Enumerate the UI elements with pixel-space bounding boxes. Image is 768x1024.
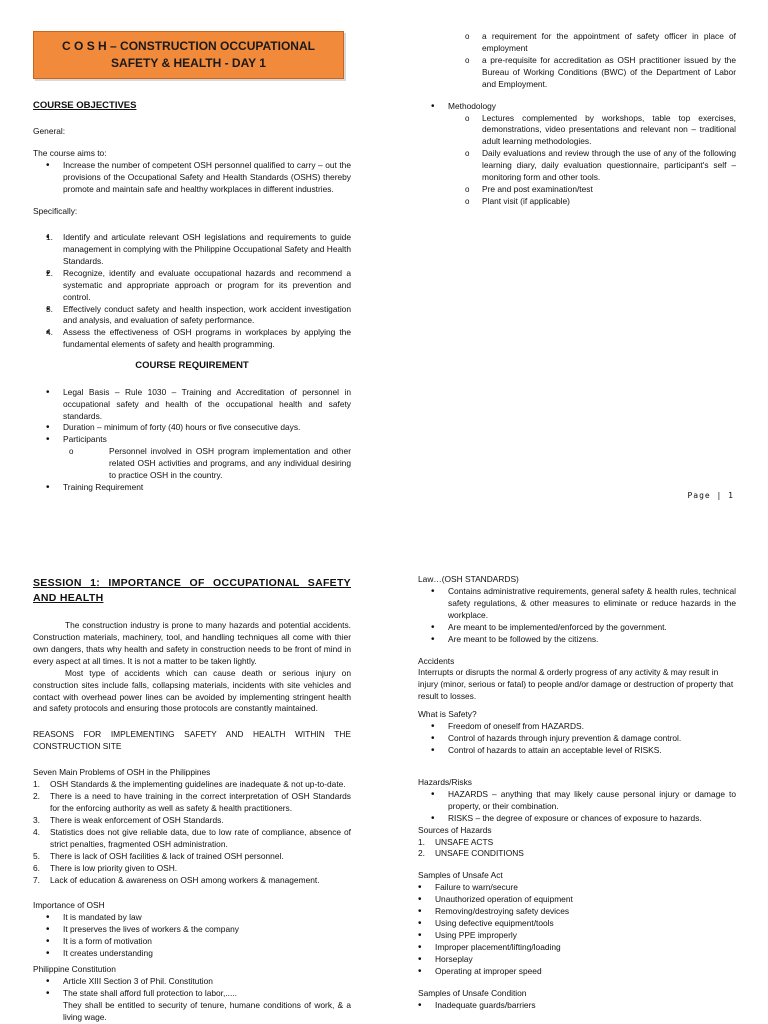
methodology-list <box>418 101 736 208</box>
sources-heading: Sources of Hazards <box>418 824 492 835</box>
unsafe-act-list <box>418 882 736 977</box>
methodology-item: o Pre and post examination/test <box>482 184 736 196</box>
law-item: • Contains administrative requirements, general safety & health rules, technical safety regulations, & other measures to eliminate or reduce hazards in the workplace. <box>448 586 736 622</box>
constitution-extra: They shall be entitled to security of tenure, humane conditions of work, & a living wage. <box>63 999 351 1022</box>
course-title-banner <box>33 31 344 79</box>
seven-problems-list <box>33 779 351 886</box>
document-page-2 <box>0 560 768 1024</box>
intro-paragraph-1: The construction industry is prone to many hazards and potential accidents. Construction materials, machinery, tool, and handling techniques all come with thier own dangers, thats why health and safety in construction needs to be front of mind in every aspect at all times. It is not a matter to be taken lightly. <box>33 620 351 666</box>
importance-item: • It preserves the lives of workers & the company <box>63 924 351 936</box>
importance-item: • It is mandated by law <box>63 912 351 924</box>
safety-item: • Control of hazards through injury prevention & damage control. <box>448 733 736 745</box>
constitution-item: • Article XIII Section 3 of Phil. Constitution <box>63 976 351 988</box>
problem-item: 6. There is low priority given to OSH. <box>33 862 178 873</box>
title-line-1: C O S H – CONSTRUCTION OCCUPATIONAL <box>62 39 315 53</box>
req-training: • Training Requirement <box>63 482 351 494</box>
source-item: 1. UNSAFE ACTS <box>418 836 494 847</box>
problem-item: 1. OSH Standards & the implementing guidelines are inadequate & not up-to-date. <box>33 779 346 790</box>
importance-item: • It is a form of motivation <box>63 936 351 948</box>
unsafe-act-item: • Horseplay <box>435 954 736 966</box>
methodology-item: o Daily evaluations and review through the use of any of the following learning diary, daily evaluation questionnaire, participant's self – monitoring form and other tools. <box>482 148 736 184</box>
page2-right-column <box>418 574 736 1012</box>
hazards-heading: Hazards/Risks <box>418 776 472 787</box>
law-item: • Are meant to be followed by the citizens. <box>448 634 736 646</box>
methodology-item: o Lectures complemented by workshops, table top exercises, demonstrations, video presentations and relevant non – traditional adult learning methodologies. <box>482 113 736 149</box>
intro-paragraph-2: Most type of accidents which can cause death or serious injury on construction sites include falls, collapsing materials, incidents with site vehicles and contact with overhead power lines can be avoided by implementing stringent health and safety protocols and ensuring those protocols are constantly maintained. <box>33 667 351 714</box>
page2-left-column <box>33 576 351 1024</box>
methodology-sublist <box>448 113 736 208</box>
general-bullet: • Increase the number of competent OSH personnel qualified to carry – out the provisions of the Occupational Safety and Health Standards (OSHS) thereby promote and maintain safe and healthy workplaces in different industries. <box>63 160 351 196</box>
methodology-item: o Plant visit (if applicable) <box>482 196 736 208</box>
importance-heading: Importance of OSH <box>33 900 105 911</box>
constitution-item: • The state shall afford full protection to labor,..... <box>63 988 351 1000</box>
participants-sub-item: o Personnel involved in OSH program implementation and other related OSH activities and programs, and any individual desiring to practice OSH in the country. <box>86 446 351 482</box>
specific-item: • 4. Assess the effectiveness of OSH programs in workplaces by applying the fundamental elements of safety and health programming. <box>63 327 351 351</box>
general-intro: The course aims to: <box>33 148 107 159</box>
unsafe-act-item: • Operating at improper speed <box>435 966 736 978</box>
unsafe-act-item: • Using PPE improperly <box>435 930 736 942</box>
specific-item: • 3. Effectively conduct safety and health inspection, work accident investigation and analysis, and evaluation of safety performance. <box>63 304 351 328</box>
objectives-heading: COURSE OBJECTIVES <box>33 100 137 111</box>
unsafe-act-item: • Removing/destroying safety devices <box>435 906 736 918</box>
accidents-text: Interrupts or disrupts the normal & orderly progress of any activity & may result in injury (minor, serious or fatal) to people and/or damage or destruction of property that result to losses. <box>418 667 734 702</box>
requirement-list <box>33 387 351 494</box>
title-line-2: SAFETY & HEALTH - DAY 1 <box>111 56 266 70</box>
source-item: 2. UNSAFE CONDITIONS <box>418 848 524 859</box>
safety-item: • Freedom of oneself from HAZARDS. <box>448 721 736 733</box>
unsafe-act-item: • Improper placement/lifting/loading <box>435 942 736 954</box>
reasons-heading: REASONS FOR IMPLEMENTING SAFETY AND HEALTH WITHIN THE CONSTRUCTION SITE <box>33 729 351 752</box>
training-requirement-sublist <box>418 31 736 91</box>
hazards-item: • HAZARDS – anything that may likely cause personal injury or damage to property, or their combination. <box>448 789 736 813</box>
req-participants: • Participants o Personnel involved in OSH program implementation and other related OSH activities and programs, and any individual desiring to practice OSH in the country. <box>63 434 351 482</box>
problem-item: 4. Statistics does not give reliable data, due to low rate of compliance, absence of strict penalties, fragmented OSH administration. <box>33 826 351 849</box>
hazards-list <box>418 789 736 825</box>
problem-item: 5. There is lack of OSH facilities & lack of trained OSH personnel. <box>33 850 284 861</box>
specific-objectives-list <box>33 232 351 351</box>
unsafe-act-item: • Unauthorized operation of equipment <box>435 894 736 906</box>
general-label: General: <box>33 126 66 137</box>
constitution-heading: Philippine Constitution <box>33 964 116 975</box>
unsafe-act-heading: Samples of Unsafe Act <box>418 870 503 881</box>
general-list <box>33 160 351 196</box>
unsafe-condition-item: • Inadequate guards/barriers <box>435 1000 736 1012</box>
training-sub-item: o a requirement for the appointment of safety officer in place of employment <box>482 31 736 55</box>
sources-list <box>418 837 736 861</box>
participants-sublist <box>63 446 351 482</box>
seven-problems-heading: Seven Main Problems of OSH in the Philippines <box>33 767 211 778</box>
session-title: SESSION 1: IMPORTANCE OF OCCUPATIONAL SAFETY AND HEALTH <box>33 577 351 604</box>
unsafe-condition-list <box>418 1000 736 1012</box>
constitution-list <box>33 976 351 1000</box>
hazards-item: • RISKS – the degree of exposure or chances of exposure to hazards. <box>448 813 736 825</box>
requirement-heading: COURSE REQUIREMENT <box>135 360 249 372</box>
req-legal: • Legal Basis – Rule 1030 – Training and Accreditation of personnel in occupational safety and health of the occupational health and safety standards. <box>63 387 351 423</box>
problem-item: 3. There is weak enforcement of OSH Standards. <box>33 814 224 825</box>
req-duration: • Duration – minimum of forty (40) hours or five consecutive days. <box>63 422 351 434</box>
specific-item: • 1. Identify and articulate relevant OSH legislations and requirements to guide management in complying with the Philippine Occupational Safety and Health Standards. <box>63 232 351 268</box>
unsafe-act-item: • Failure to warn/secure <box>435 882 736 894</box>
page-number-footer: Page | 1 <box>687 491 734 500</box>
law-item: • Are meant to be implemented/enforced by the government. <box>448 622 736 634</box>
law-heading: Law…(OSH STANDARDS) <box>418 574 519 584</box>
page1-right-column <box>418 31 736 208</box>
problem-item: 7. Lack of education & awareness on OSH among workers & management. <box>33 874 320 885</box>
importance-item: • It creates understanding <box>63 948 351 960</box>
safety-heading: What is Safety? <box>418 709 477 720</box>
problem-item: 2. There is a need to have training in the correct interpretation of OSH Standards for the enforcing authority as well as safety & health practitioners. <box>33 791 351 813</box>
importance-list <box>33 912 351 960</box>
unsafe-act-item: • Using defective equipment/tools <box>435 918 736 930</box>
safety-list <box>418 721 736 757</box>
accidents-heading: Accidents <box>418 655 455 666</box>
training-sub-item: o a pre-requisite for accreditation as OSH practitioner issued by the Bureau of Working Conditions (BWC) of the Department of Labor and Employment. <box>482 55 736 91</box>
law-list <box>418 586 736 646</box>
safety-item: • Control of hazards to attain an acceptable level of RISKS. <box>448 745 736 757</box>
unsafe-condition-heading: Samples of Unsafe Condition <box>418 987 527 998</box>
methodology-label: • Methodology o Lectures complemented by workshops, table top exercises, demonstrations, video presentations and relevant non – traditional adult learning methodologies. o Daily evaluations and review through the use of any of the following learning diary, daily evaluation questionnaire, participant's self – monitoring form and other tools. o Pre and post examination/test o Plant visit (if applicable) <box>448 101 736 208</box>
specific-item: • 2. Recognize, identify and evaluate occupational hazards and recommend a systematic and appropriate approach or program for its prevention and control. <box>63 268 351 304</box>
specifically-label: Specifically: <box>33 206 78 217</box>
page1-left-column <box>33 99 351 494</box>
